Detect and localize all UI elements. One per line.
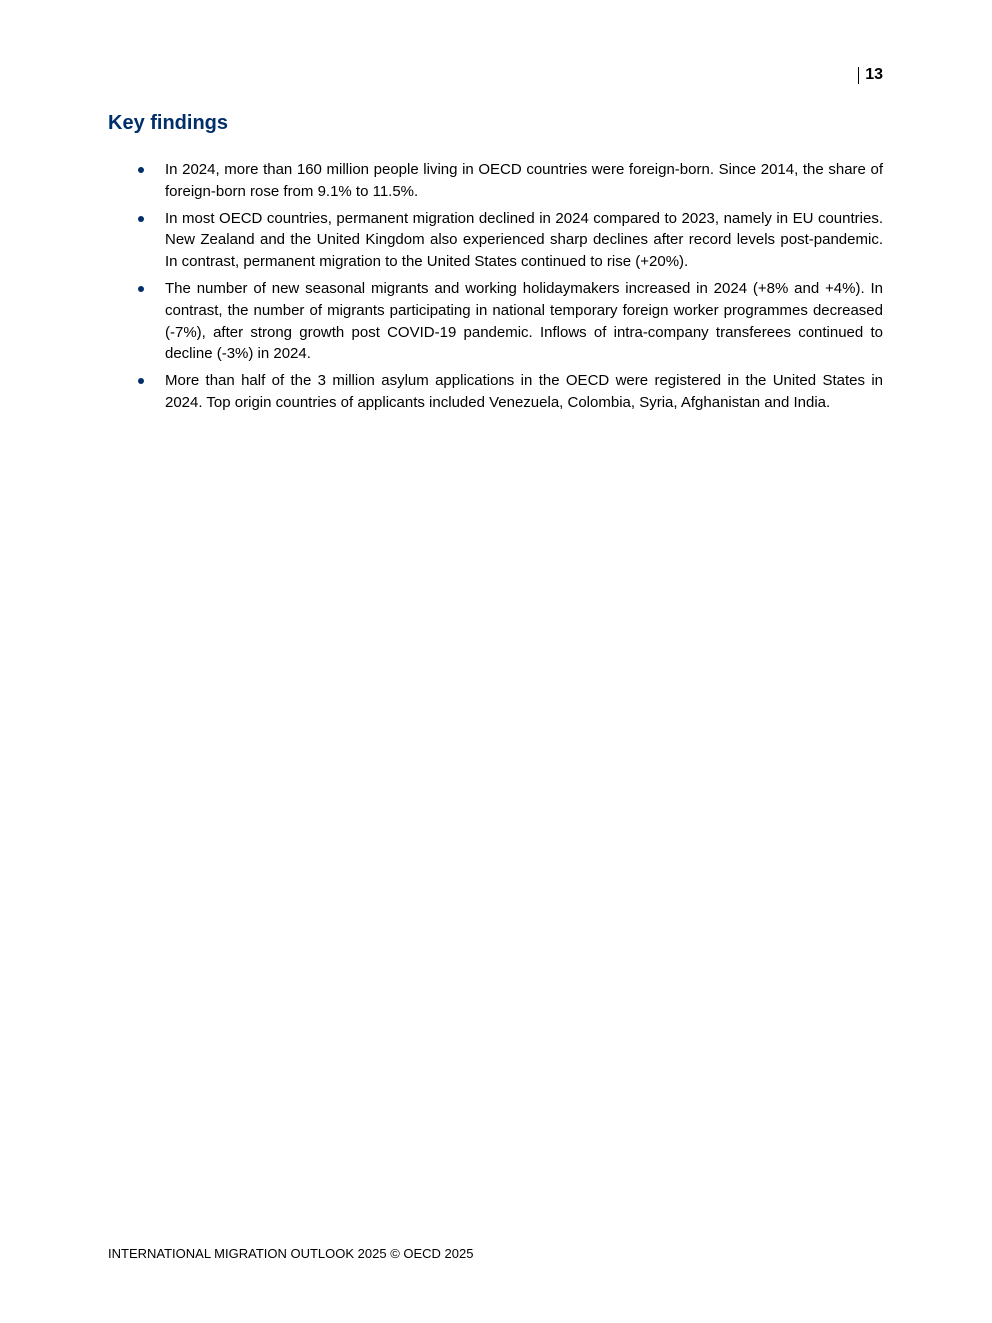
finding-text: The number of new seasonal migrants and working holidaymakers increased in 2024 (+8% and +4%). In contrast, the number of migrants participating in national temporary foreign worker programmes decreased (-7%), after strong growth post COVID-19 pandemic. Inflows of intra-company transferees continued to decline (-3%) in 2024. <box>165 279 883 363</box>
page-number-divider <box>858 67 859 84</box>
finding-item <box>108 370 883 414</box>
bullet-icon <box>138 378 144 384</box>
section-heading: Key findings <box>108 112 229 134</box>
finding-text: In most OECD countries, permanent migration declined in 2024 compared to 2023, namely in EU countries. New Zealand and the United Kingdom also experienced sharp declines after record levels post-pandemic. In contrast, permanent migration to the United States continued to rise (+20%). <box>165 209 883 271</box>
page-footer: INTERNATIONAL MIGRATION OUTLOOK 2025 © OECD 2025 <box>108 1246 474 1261</box>
page-number <box>858 66 883 84</box>
bullet-icon <box>138 167 144 173</box>
finding-item <box>108 208 883 273</box>
finding-item <box>108 159 883 203</box>
key-findings-list <box>108 159 883 419</box>
finding-item <box>108 278 883 365</box>
page-number-value: 13 <box>865 66 883 83</box>
finding-text: More than half of the 3 million asylum applications in the OECD were registered in the United States in 2024. Top origin countries of applicants included Venezuela, Colombia, Syria, Afghanistan and India. <box>165 372 883 411</box>
bullet-icon <box>138 216 144 222</box>
finding-text: In 2024, more than 160 million people living in OECD countries were foreign-born. Since 2014, the share of foreign-born rose from 9.1% to 11.5%. <box>165 161 883 200</box>
bullet-icon <box>138 286 144 292</box>
